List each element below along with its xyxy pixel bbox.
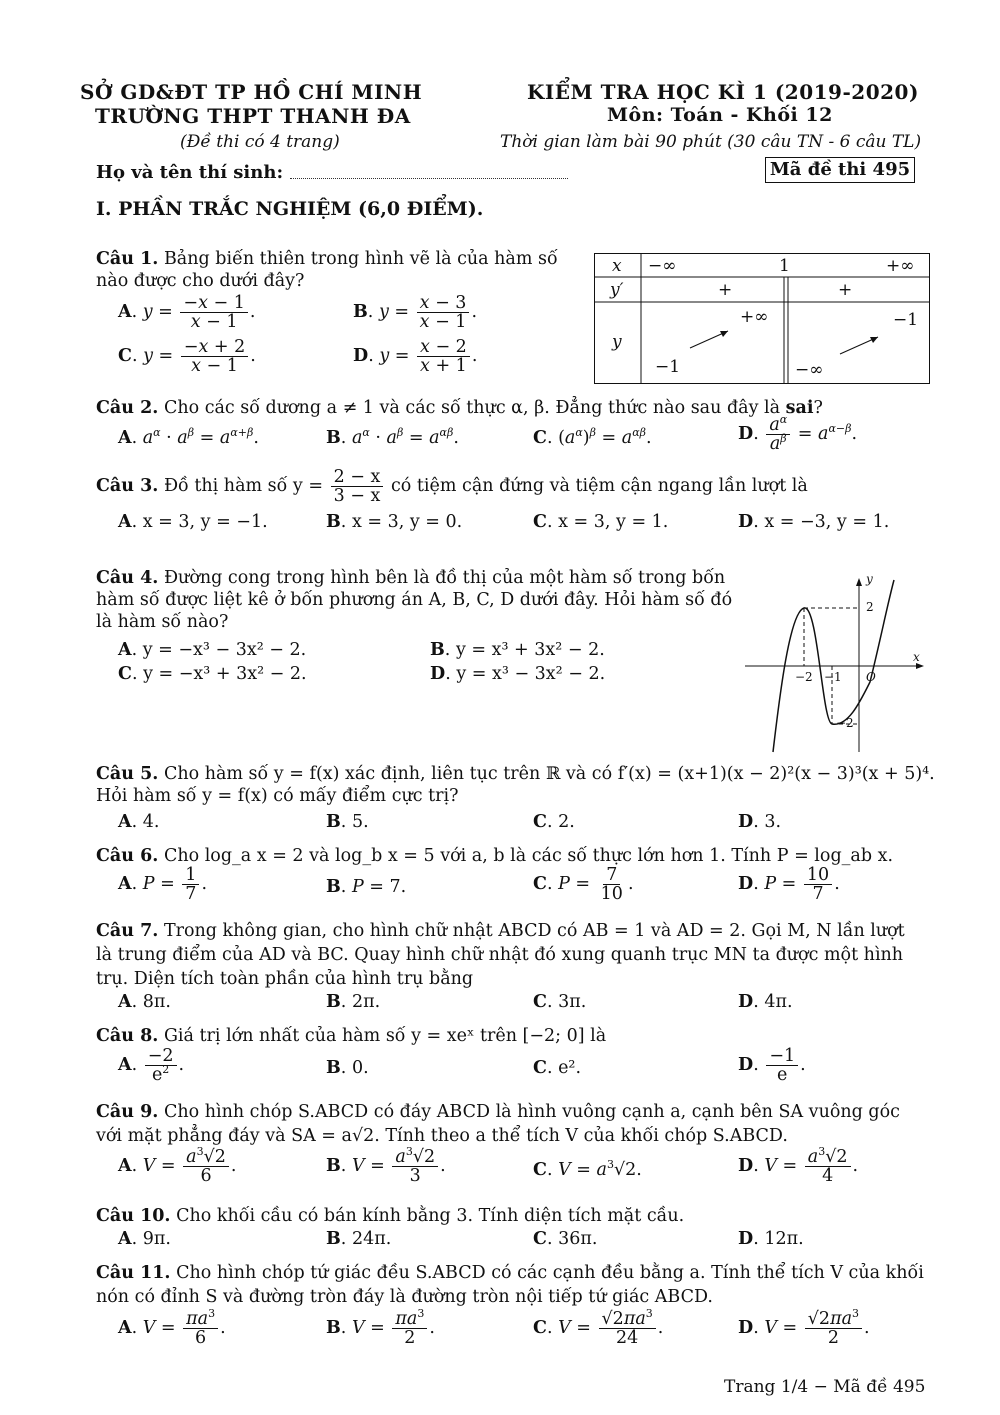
vt-minus-one-right: −1	[893, 310, 919, 330]
q5-option-d[interactable]: D. 3.	[738, 812, 782, 832]
q1-option-b[interactable]: B. y = $\frac{x - 3}{x - 1}$ .	[353, 293, 478, 332]
vt-plus-2: +	[838, 280, 853, 300]
q6-option-a[interactable]: A. P = $\frac{1}{7}$ .	[118, 865, 208, 904]
q1-text-2: nào được cho dưới đây?	[96, 271, 305, 291]
q11-option-d[interactable]: D. V = $\frac{√2\pi a^3}{2}$ .	[738, 1307, 870, 1348]
question-3	[96, 468, 808, 505]
subject: Môn: Toán - Khối 12	[607, 104, 833, 126]
q7-text-2: là trung điểm của AD và BC. Quay hình chữ nhật đó xung quanh trục MN ta được một hình	[96, 945, 904, 965]
q10-option-a[interactable]: A. 9π.	[118, 1229, 171, 1249]
exam-title: KIỂM TRA HỌC KÌ 1 (2019-2020)	[527, 80, 919, 104]
q7-text-3: trụ. Diện tích toàn phần của hình trụ bằng	[96, 969, 474, 989]
q7-option-c[interactable]: C. 3π.	[533, 992, 587, 1012]
q5-text-2: Hỏi hàm số y = f(x) có mấy điểm cực trị?	[96, 786, 459, 806]
q5-option-b[interactable]: B. 5.	[326, 812, 369, 832]
q2-bold: sai	[785, 398, 814, 418]
vt-minus-one-left: −1	[655, 357, 681, 377]
q1-option-a[interactable]: A. y = $\frac{-x - 1}{x - 1}$ .	[118, 293, 256, 332]
q9-option-d[interactable]: D. V = $\frac{a^3√2}{4}$ .	[738, 1145, 859, 1186]
vt-neg-inf: −∞	[648, 256, 677, 276]
question-8	[96, 1025, 606, 1047]
q9-option-b[interactable]: B. V = $\frac{a^3√2}{3}$ .	[326, 1145, 446, 1186]
q11-option-a[interactable]: A. V = $\frac{\pi a^3}{6}$ .	[118, 1307, 226, 1348]
q3-option-d[interactable]: D. x = −3, y = 1.	[738, 512, 890, 532]
q4-text-2: hàm số được liệt kê ở bốn phương án A, B, C, D dưới đây. Hỏi hàm số đó	[96, 590, 733, 610]
q3-text-pre: Đồ thị hàm số y =	[163, 476, 324, 496]
question-9	[96, 1100, 956, 1148]
q7-option-d[interactable]: D. 4π.	[738, 992, 793, 1012]
question-6	[96, 845, 893, 867]
q9-text: Cho hình chóp S.ABCD có đáy ABCD là hình vuông cạnh a, cạnh bên SA vuông góc	[163, 1102, 900, 1122]
q9-label: Câu 9.	[96, 1102, 159, 1122]
graph-tick-m1: −1	[824, 670, 842, 684]
q2-option-a[interactable]: A. $a^\alpha \cdot a^\beta = a^{\alpha+\beta}$.	[118, 426, 259, 448]
student-name-label: Họ và tên thí sinh:	[96, 162, 284, 183]
q3-label: Câu 3.	[96, 476, 159, 496]
exam-code-box: Mã đề thi 495	[765, 157, 915, 183]
q6-option-d[interactable]: D. P = $\frac{10}{7}$ .	[738, 865, 840, 904]
question-5	[96, 763, 956, 807]
q8-text: Giá trị lớn nhất của hàm số y = xeˣ trên [−2; 0] là	[163, 1026, 607, 1046]
q10-label: Câu 10.	[96, 1206, 171, 1226]
graph-origin: O	[866, 670, 876, 684]
q10-text: Cho khối cầu có bán kính bằng 3. Tính diện tích mặt cầu.	[176, 1206, 685, 1226]
q2-option-b[interactable]: B. $a^\alpha \cdot a^\beta = a^{\alpha\beta}$.	[326, 426, 459, 448]
vt-y: y	[612, 332, 622, 352]
q5-text: Cho hàm số y = f(x) xác định, liên tục trên ℝ và có f′(x) = (x+1)(x − 2)²(x − 3)³(x + 5)⁴.	[163, 764, 935, 784]
q2-option-c[interactable]: C. $(a^\alpha)^\beta = a^{\alpha\beta}$.	[533, 426, 652, 448]
q9-text-2: với mặt phẳng đáy và SA = a√2. Tính theo a thể tích V của khối chóp S.ABCD.	[96, 1126, 788, 1146]
q4-option-a[interactable]: A. y = −x³ − 3x² − 2.	[118, 640, 307, 660]
q7-option-a[interactable]: A. 8π.	[118, 992, 171, 1012]
q9-option-c[interactable]: C. $V = a^3√2$.	[533, 1158, 642, 1180]
q6-option-b[interactable]: B. P = 7.	[326, 877, 407, 897]
q3-option-a[interactable]: A. x = 3, y = −1.	[118, 512, 268, 532]
q2-option-d[interactable]: D. $\frac{a^\alpha}{a^\beta}$ = $a^{\alpha-\beta}$.	[738, 413, 858, 454]
graph-tick-m2: −2	[795, 670, 813, 684]
q1-option-d[interactable]: D. y = $\frac{x - 2}{x + 1}$ .	[353, 337, 478, 376]
question-2: Câu 2. Cho các số dương a ≠ 1 và các số thực α, β. Đẳng thức nào sau đây là sai?	[96, 398, 823, 418]
q11-label: Câu 11.	[96, 1263, 171, 1283]
q4-text: Đường cong trong hình bên là đồ thị của một hàm số trong bốn	[163, 568, 726, 588]
q1-option-c[interactable]: C. y = $\frac{-x + 2}{x - 1}$ .	[118, 337, 256, 376]
q6-text: Cho log_a x = 2 và log_b x = 5 với a, b là các số thực lớn hơn 1. Tính P = log_ab x.	[163, 846, 894, 866]
question-11	[96, 1261, 956, 1309]
q7-label: Câu 7.	[96, 921, 159, 941]
q10-option-d[interactable]: D. 12π.	[738, 1229, 804, 1249]
q4-label: Câu 4.	[96, 568, 159, 588]
question-1	[96, 248, 586, 292]
q4-option-c[interactable]: C. y = −x³ + 3x² − 2.	[118, 664, 307, 684]
question-7	[96, 919, 956, 991]
q11-text: Cho hình chóp tứ giác đều S.ABCD có các cạnh đều bằng a. Tính thể tích V của khối	[176, 1263, 924, 1283]
q6-option-c[interactable]: C. P = $\frac{7}{10}$ .	[533, 865, 634, 904]
graph-y-label: y	[866, 572, 873, 586]
q8-option-a[interactable]: A. $\frac{-2}{e^2}$ .	[118, 1046, 185, 1085]
q3-text-post: có tiệm cận đứng và tiệm cận ngang lần lượt là	[390, 476, 808, 496]
vt-yprime: y′	[610, 280, 624, 300]
vt-x: x	[612, 256, 622, 276]
q10-option-c[interactable]: C. 36π.	[533, 1229, 598, 1249]
q5-option-a[interactable]: A. 4.	[118, 812, 160, 832]
q5-option-c[interactable]: C. 2.	[533, 812, 575, 832]
q11-option-c[interactable]: C. V = $\frac{√2\pi a^3}{24}$ .	[533, 1307, 664, 1348]
school-dept: SỞ GD&ĐT TP HỒ CHÍ MINH	[80, 80, 423, 104]
vt-one: 1	[779, 256, 790, 276]
q3-denominator: 3 − x	[333, 486, 381, 506]
q11-text-2: nón có đỉnh S và đường tròn đáy là đường tròn nội tiếp tứ giác ABCD.	[96, 1287, 713, 1307]
vt-minus-inf: −∞	[795, 360, 824, 380]
q3-option-b[interactable]: B. x = 3, y = 0.	[326, 512, 463, 532]
q11-option-b[interactable]: B. V = $\frac{\pi a^3}{2}$ .	[326, 1307, 435, 1348]
vt-plus-inf: +∞	[740, 307, 769, 327]
q7-option-b[interactable]: B. 2π.	[326, 992, 381, 1012]
q2-label: Câu 2.	[96, 398, 159, 418]
q8-label: Câu 8.	[96, 1026, 159, 1046]
time-note: Thời gian làm bài 90 phút (30 câu TN - 6 câu TL)	[500, 132, 922, 152]
q10-option-b[interactable]: B. 24π.	[326, 1229, 392, 1249]
q3-option-c[interactable]: C. x = 3, y = 1.	[533, 512, 669, 532]
q1-text: Bảng biến thiên trong hình vẽ là của hàm số	[163, 249, 558, 269]
q8-option-b[interactable]: B. 0.	[326, 1058, 369, 1078]
q1-label: Câu 1.	[96, 249, 159, 269]
q4-option-d[interactable]: D. y = x³ − 3x² − 2.	[430, 664, 606, 684]
q4-text-3: là hàm số nào?	[96, 612, 229, 632]
q2-text: Cho các số dương a ≠ 1 và các số thực α, β. Đẳng thức nào sau đây là	[163, 398, 781, 418]
q5-label: Câu 5.	[96, 764, 159, 784]
school-name: TRƯỜNG THPT THANH ĐA	[95, 104, 411, 128]
q8-option-d[interactable]: D. $\frac{-1}{e}$ .	[738, 1046, 806, 1085]
q8-option-c[interactable]: C. e².	[533, 1058, 582, 1078]
q4-option-b[interactable]: B. y = x³ + 3x² − 2.	[430, 640, 605, 660]
page-footer: Trang 1/4 − Mã đề 495	[724, 1377, 926, 1397]
q6-label: Câu 6.	[96, 846, 159, 866]
student-name-field[interactable]	[290, 162, 568, 179]
question-4	[96, 567, 736, 633]
q3-numerator: 2 − x	[331, 468, 384, 487]
q7-text: Trong không gian, cho hình chữ nhật ABCD có AB = 1 và AD = 2. Gọi M, N lần lượt	[163, 921, 905, 941]
graph-tick-2: 2	[866, 600, 874, 614]
cubic-graph	[740, 572, 930, 758]
page-count-note: (Đề thi có 4 trang)	[180, 132, 340, 152]
vt-pos-inf: +∞	[886, 256, 915, 276]
question-10	[96, 1205, 684, 1227]
section-title: I. PHẦN TRẮC NGHIỆM (6,0 ĐIỂM).	[96, 198, 484, 220]
q9-option-a[interactable]: A. V = $\frac{a^3√2}{6}$ .	[118, 1145, 237, 1186]
graph-tick-y-m2: −2	[836, 716, 854, 730]
vt-plus-1: +	[718, 280, 733, 300]
graph-x-label: x	[913, 650, 920, 664]
